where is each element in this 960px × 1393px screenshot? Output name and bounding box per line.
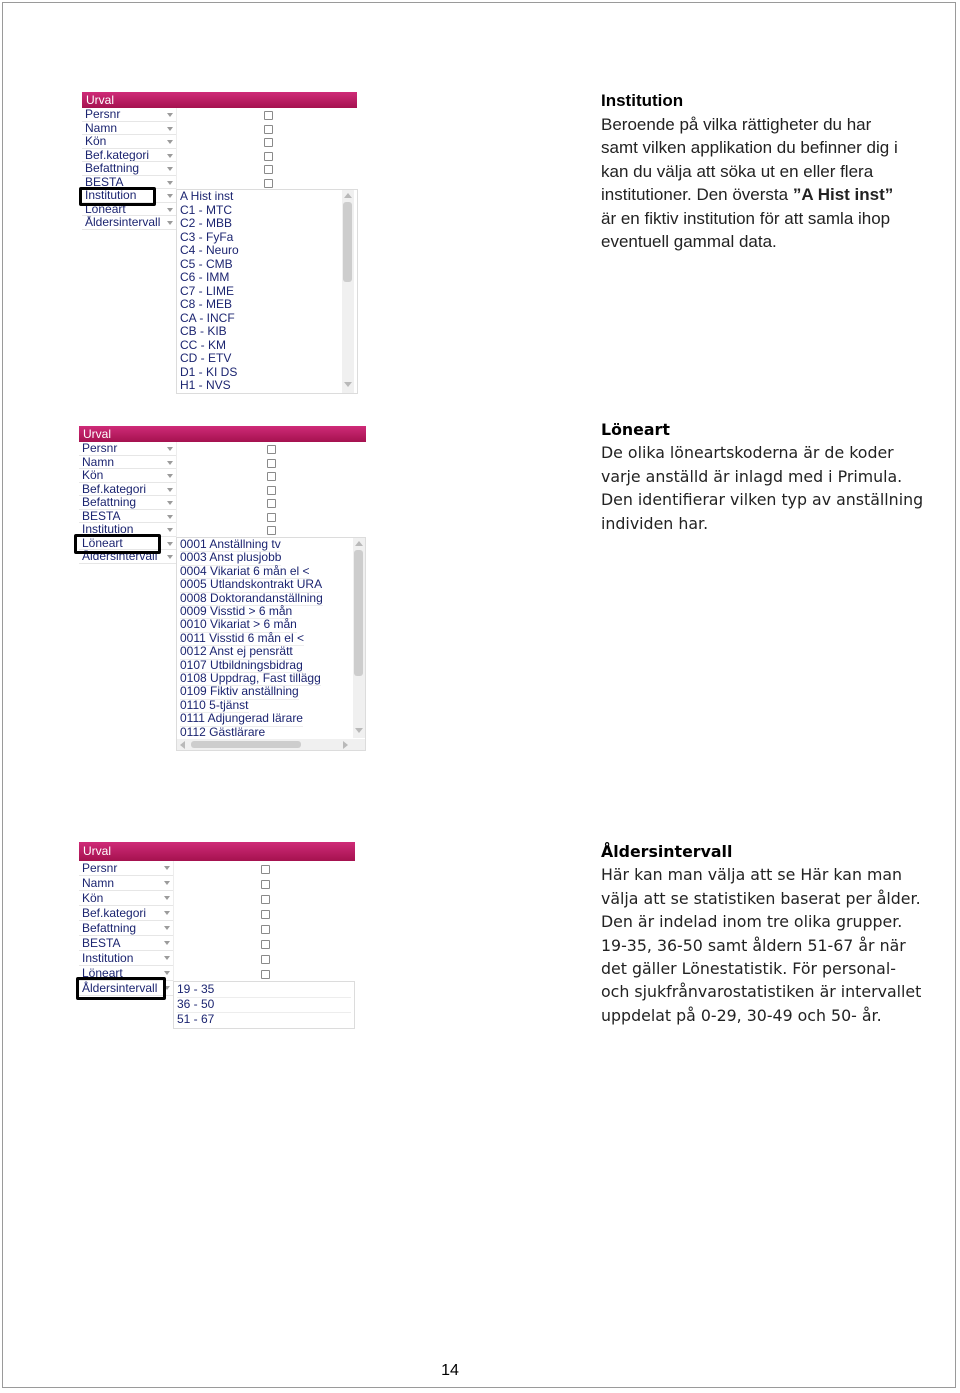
chevron-down-icon	[167, 113, 173, 117]
list-item[interactable]: H1 - NVS	[180, 378, 231, 392]
section-aldersintervall	[601, 840, 931, 1027]
checkbox[interactable]	[261, 865, 270, 874]
vertical-scrollbar[interactable]	[342, 190, 354, 393]
scroll-right-icon[interactable]	[343, 741, 348, 749]
list-item[interactable]: 0109 Fiktiv anställning	[180, 684, 299, 699]
list-item[interactable]: 0008 Doktorandanställning	[180, 590, 323, 605]
paragraph-line: och sjukfrånvarostatistiken är intervallet	[601, 982, 922, 1002]
checkbox[interactable]	[261, 880, 270, 889]
chevron-down-icon	[164, 941, 170, 945]
list-item[interactable]: 0110 5-tjänst	[180, 697, 249, 712]
list-item[interactable]: 0010 Vikariat > 6 mån	[180, 617, 297, 632]
field-bef-kategori[interactable]: Bef.kategori	[79, 483, 176, 497]
chevron-down-icon	[164, 956, 170, 960]
urval-header: Urval	[82, 92, 357, 108]
paragraph-line: 19-35, 36-50 samt åldern 51-67 år när	[601, 935, 906, 955]
checkbox[interactable]	[261, 940, 270, 949]
list-item[interactable]: C2 - MBB	[180, 216, 233, 230]
checkbox-column	[176, 442, 367, 537]
list-item[interactable]: C5 - CMB	[180, 256, 233, 271]
list-item[interactable]: 0001 Anställning tv	[180, 537, 281, 551]
chevron-down-icon	[167, 528, 173, 532]
checkbox[interactable]	[261, 895, 270, 904]
chevron-down-icon	[167, 474, 173, 478]
field-persnr[interactable]: Persnr	[82, 108, 176, 122]
checkbox[interactable]	[267, 445, 276, 454]
checkbox[interactable]	[267, 499, 276, 508]
list-item[interactable]: 0107 Utbildningsbidrag	[180, 657, 303, 672]
list-item[interactable]: C4 - Neuro	[180, 243, 239, 257]
section-institution	[601, 89, 931, 254]
checkbox[interactable]	[264, 111, 273, 120]
chevron-down-icon	[167, 488, 173, 492]
scroll-down-icon[interactable]	[355, 728, 363, 733]
chevron-down-icon	[164, 881, 170, 885]
chevron-down-icon	[167, 140, 173, 144]
paragraph-line: Här kan man välja att se Här kan man	[601, 865, 903, 885]
chevron-down-icon	[164, 971, 170, 975]
list-item[interactable]: C8 - MEB	[180, 297, 233, 311]
checkbox[interactable]	[267, 459, 276, 468]
paragraph-line: det gäller Lönestatistik. För personal-	[601, 959, 896, 979]
chevron-down-icon	[167, 194, 173, 198]
chevron-down-icon	[164, 866, 170, 870]
checkbox[interactable]	[264, 165, 273, 174]
list-item[interactable]: C7 - LIME	[180, 283, 235, 298]
page-number: 14	[441, 1362, 459, 1379]
section-heading: Löneart	[601, 420, 670, 439]
list-item[interactable]: 0012 Anst ej pensrätt	[180, 644, 293, 659]
checkbox[interactable]	[261, 970, 270, 979]
option-list-institution	[176, 189, 358, 394]
field-list	[82, 108, 176, 232]
field-loneart[interactable]: Löneart	[82, 203, 176, 217]
field-besta[interactable]: BESTA	[79, 510, 176, 524]
option-list-alder	[173, 981, 355, 1029]
paragraph-line: är en fiktiv institution för att samla ihop	[601, 208, 891, 228]
paragraph-line: kan du välja att söka ut en eller flera	[601, 161, 874, 181]
field-besta[interactable]: BESTA	[79, 936, 173, 951]
paragraph-line: samt vilken applikation du befinner dig i	[601, 138, 898, 157]
field-befattning[interactable]: Befattning	[79, 921, 173, 936]
checkbox[interactable]	[261, 925, 270, 934]
highlight-box-loneart	[74, 534, 161, 554]
checkbox-column	[176, 108, 359, 189]
list-item[interactable]: 0005 Utlandskontrakt URA	[180, 577, 323, 592]
chevron-down-icon	[167, 127, 173, 131]
chevron-down-icon	[167, 447, 173, 451]
chevron-down-icon	[167, 167, 173, 171]
chevron-down-icon	[167, 515, 173, 519]
option-list-loneart	[176, 537, 366, 751]
field-kon[interactable]: Kön	[79, 891, 173, 906]
field-besta[interactable]: BESTA	[82, 176, 176, 190]
scrollbar-thumb[interactable]	[191, 741, 301, 748]
paragraph-line: Den identifierar vilken typ av anställning	[601, 490, 924, 510]
paragraph-line: välja att se statistiken baserat per ålder.	[601, 888, 921, 908]
scrollbar-thumb[interactable]	[343, 202, 352, 282]
paragraph-line: Beroende på vilka rättigheter du har	[601, 114, 872, 134]
list-item[interactable]: 19 - 35	[177, 982, 351, 998]
checkbox[interactable]	[267, 472, 276, 481]
paragraph-line: varje anställd är inlagd med i Primula.	[601, 466, 903, 486]
field-befattning[interactable]: Befattning	[79, 496, 176, 510]
list-item[interactable]: CD - ETV	[180, 351, 232, 365]
checkbox[interactable]	[261, 955, 270, 964]
list-item[interactable]: 0009 Visstid > 6 mån	[180, 604, 293, 618]
chevron-down-icon	[167, 181, 173, 185]
scroll-up-icon[interactable]	[355, 541, 363, 546]
list-item[interactable]: CC - KM	[180, 337, 226, 352]
list-item[interactable]: C3 - FyFa	[180, 229, 234, 244]
checkbox[interactable]	[267, 513, 276, 522]
paragraph-line: De olika löneartskoderna är de koder	[601, 443, 894, 463]
field-bef-kategori[interactable]: Bef.kategori	[79, 906, 173, 921]
list-item[interactable]: 0011 Visstid 6 mån el <	[180, 630, 304, 645]
field-befattning[interactable]: Befattning	[82, 162, 176, 176]
checkbox[interactable]	[267, 526, 276, 535]
urval-widget-alder	[79, 842, 355, 1029]
field-aldersintervall[interactable]: Åldersintervall	[82, 216, 176, 230]
chevron-down-icon	[167, 542, 173, 546]
paragraph-line: individen har.	[601, 513, 709, 533]
list-item[interactable]: 0108 Uppdrag, Fast tillägg	[180, 671, 321, 685]
list-item[interactable]: D1 - KI DS	[180, 364, 238, 379]
checkbox[interactable]	[264, 179, 273, 188]
list-item[interactable]: 0111 Adjungerad lärare	[180, 711, 303, 726]
field-namn[interactable]: Namn	[79, 876, 173, 891]
paragraph-line: institutioner. Den översta ”A Hist inst”	[601, 185, 894, 204]
paragraph-line: Den är indelad inom tre olika grupper.	[601, 912, 903, 932]
checkbox[interactable]	[267, 486, 276, 495]
list-item[interactable]: 51 - 67	[177, 1012, 215, 1026]
section-heading: Åldersintervall	[601, 842, 733, 861]
scroll-up-icon[interactable]	[344, 193, 352, 198]
field-kon[interactable]: Kön	[82, 135, 176, 149]
field-kon[interactable]: Kön	[79, 469, 176, 483]
checkbox[interactable]	[261, 910, 270, 919]
highlight-box-aldersintervall	[76, 977, 166, 1000]
field-loneart[interactable]: Löneart	[79, 966, 173, 981]
field-institution[interactable]: Institution	[79, 523, 176, 537]
chevron-down-icon	[167, 501, 173, 505]
list-item[interactable]: 0004 Vikariat 6 mån el <	[180, 563, 310, 578]
highlight-box-institution	[79, 187, 156, 206]
urval-widget-institution	[82, 92, 358, 394]
chevron-down-icon	[164, 896, 170, 900]
checkbox[interactable]	[264, 152, 273, 161]
paragraph-line: eventuell gammal data.	[601, 232, 777, 251]
chevron-down-icon	[167, 221, 173, 225]
list-item[interactable]: 0003 Anst plusjobb	[180, 550, 282, 565]
chevron-down-icon	[167, 555, 173, 559]
scrollbar-thumb[interactable]	[354, 550, 363, 676]
list-item[interactable]: A Hist inst	[180, 189, 234, 203]
field-namn[interactable]: Namn	[79, 456, 176, 470]
bold-term: ”A Hist inst”	[792, 185, 894, 204]
field-aldersintervall[interactable]: Åldersintervall	[79, 550, 176, 564]
scroll-left-icon[interactable]	[180, 741, 185, 749]
checkbox[interactable]	[264, 125, 273, 134]
field-namn[interactable]: Namn	[82, 122, 176, 136]
list-item[interactable]: C1 - MTC	[180, 202, 232, 217]
checkbox[interactable]	[264, 138, 273, 147]
field-bef-kategori[interactable]: Bef.kategori	[82, 149, 176, 163]
list-item[interactable]: 0112 Gästlärare	[180, 724, 266, 739]
urval-widget-loneart	[79, 426, 366, 751]
checkbox-column	[173, 861, 356, 981]
chevron-down-icon	[167, 154, 173, 158]
list-item[interactable]: 36 - 50	[177, 997, 351, 1013]
field-loneart[interactable]: Löneart	[79, 537, 176, 551]
field-institution[interactable]: Institution	[82, 189, 176, 203]
vertical-scrollbar[interactable]	[353, 538, 365, 738]
section-loneart	[601, 418, 931, 535]
paragraph-line: uppdelat på 0-29, 30-49 och 50- år.	[601, 1005, 882, 1025]
chevron-down-icon	[167, 208, 173, 212]
urval-header: Urval	[79, 842, 355, 861]
field-institution[interactable]: Institution	[79, 951, 173, 966]
horizontal-scrollbar[interactable]	[177, 739, 365, 750]
chevron-down-icon	[167, 461, 173, 465]
field-persnr[interactable]: Persnr	[79, 861, 173, 876]
chevron-down-icon	[164, 911, 170, 915]
field-aldersintervall[interactable]: Åldersintervall	[79, 981, 173, 996]
list-item[interactable]: CB - KIB	[180, 324, 227, 338]
scroll-down-icon[interactable]	[344, 382, 352, 387]
urval-header: Urval	[79, 426, 366, 442]
list-item[interactable]: CA - INCF	[180, 310, 235, 325]
field-persnr[interactable]: Persnr	[79, 442, 176, 456]
section-heading: Institution	[601, 91, 684, 110]
chevron-down-icon	[164, 926, 170, 930]
list-item[interactable]: C6 - IMM	[180, 270, 230, 284]
